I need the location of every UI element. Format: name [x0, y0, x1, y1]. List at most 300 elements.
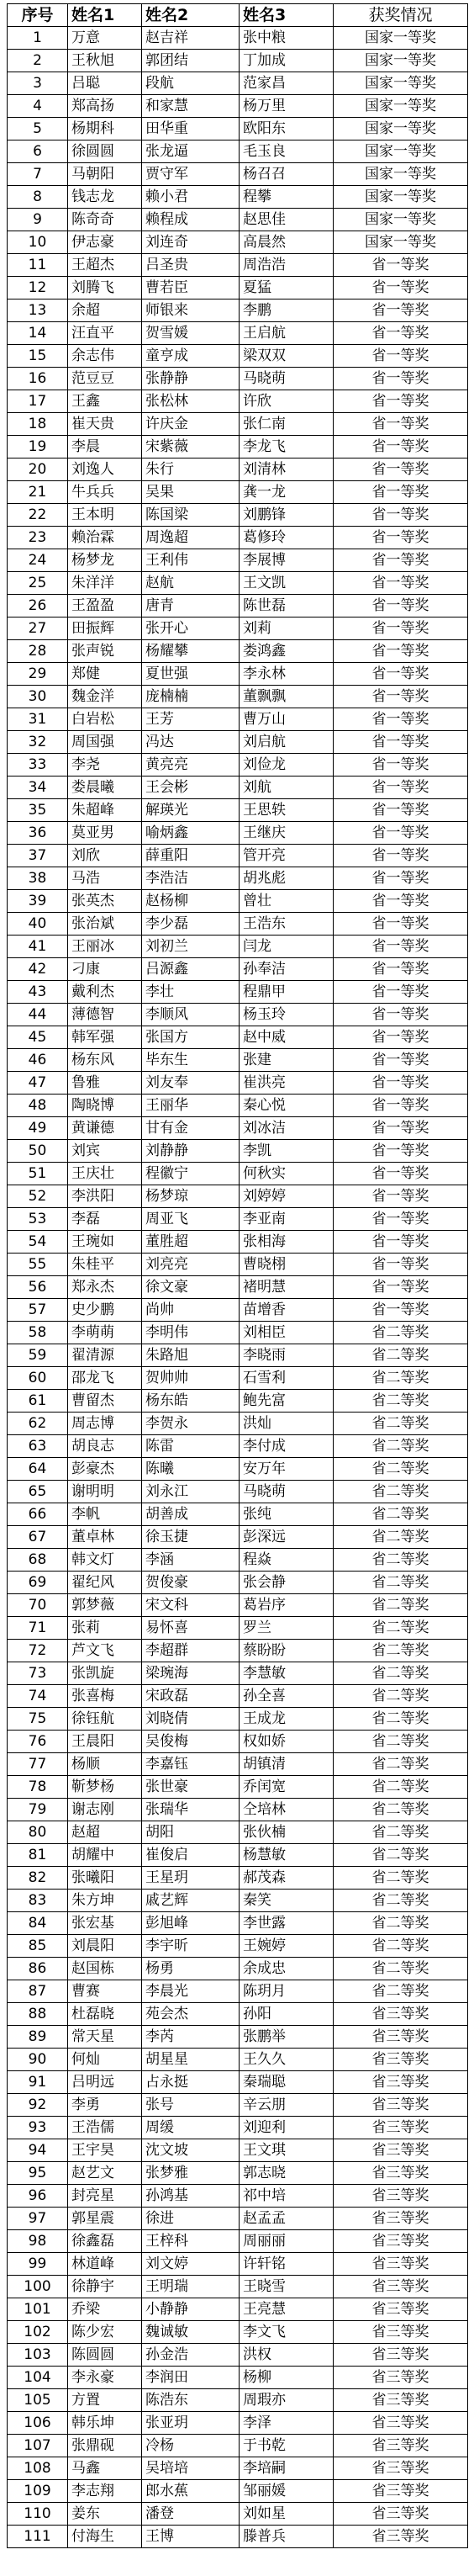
- cell-name3: 孙全喜: [240, 1685, 334, 1708]
- cell-award: 省一等奖: [334, 1208, 468, 1231]
- cell-name2: 喻炳鑫: [142, 822, 240, 845]
- cell-serial: 38: [8, 867, 68, 890]
- cell-name1: 胡耀中: [68, 1844, 142, 1867]
- cell-award: 省三等奖: [334, 2094, 468, 2117]
- table-row: [8, 413, 468, 436]
- cell-award: 省一等奖: [334, 1254, 468, 1276]
- cell-name3: 刘莉: [240, 617, 334, 640]
- cell-award: 省二等奖: [334, 1662, 468, 1685]
- cell-name3: 陈世磊: [240, 595, 334, 617]
- cell-award: 省三等奖: [334, 2185, 468, 2208]
- cell-serial: 58: [8, 1322, 68, 1344]
- cell-name2: 程徽宁: [142, 1163, 240, 1185]
- cell-name2: 毕东生: [142, 1049, 240, 1072]
- cell-name2: 胡善成: [142, 1503, 240, 1526]
- cell-award: 省一等奖: [334, 1163, 468, 1185]
- table-row: [8, 2003, 468, 2026]
- cell-name3: 李晓雨: [240, 1344, 334, 1367]
- table-row: [8, 2435, 468, 2457]
- table-row: [8, 1526, 468, 1549]
- cell-name2: 张松林: [142, 390, 240, 413]
- cell-award: 省一等奖: [334, 640, 468, 663]
- cell-name3: 葛修玲: [240, 527, 334, 549]
- cell-name2: 吴果: [142, 481, 240, 504]
- cell-name2: 周缓: [142, 2117, 240, 2139]
- cell-award: 国家一等奖: [334, 140, 468, 163]
- table-row: [8, 2412, 468, 2435]
- cell-serial: 65: [8, 1481, 68, 1503]
- cell-serial: 81: [8, 1844, 68, 1867]
- cell-serial: 111: [8, 2526, 68, 2548]
- cell-name2: 李顺风: [142, 1004, 240, 1026]
- cell-award: 省一等奖: [334, 413, 468, 436]
- cell-name1: 王丽冰: [68, 936, 142, 958]
- cell-name3: 祁中培: [240, 2185, 334, 2208]
- cell-name3: 王继庆: [240, 822, 334, 845]
- cell-name1: 薄德智: [68, 1004, 142, 1026]
- table-row: [8, 186, 468, 209]
- cell-name1: 朱方坤: [68, 1890, 142, 1912]
- cell-name2: 张开心: [142, 617, 240, 640]
- cell-name2: 杨东皓: [142, 1390, 240, 1413]
- cell-name3: 王婉婷: [240, 1935, 334, 1958]
- table-row: [8, 686, 468, 708]
- table-row: [8, 1367, 468, 1390]
- header-award: 获奖情况: [334, 4, 468, 27]
- table-row: [8, 1821, 468, 1844]
- cell-award: 省一等奖: [334, 936, 468, 958]
- cell-serial: 50: [8, 1140, 68, 1163]
- cell-name3: 安万年: [240, 1458, 334, 1481]
- cell-award: 省三等奖: [334, 2208, 468, 2230]
- table-row: [8, 549, 468, 572]
- cell-name2: 陈曦: [142, 1458, 240, 1481]
- cell-serial: 105: [8, 2389, 68, 2412]
- cell-award: 省二等奖: [334, 1958, 468, 1980]
- cell-name3: 刘相臣: [240, 1322, 334, 1344]
- cell-name3: 孙阳: [240, 2003, 334, 2026]
- table-row: [8, 1049, 468, 1072]
- cell-serial: 59: [8, 1344, 68, 1367]
- cell-award: 省三等奖: [334, 2276, 468, 2298]
- cell-name1: 刁康: [68, 958, 142, 981]
- table-row: [8, 1867, 468, 1890]
- cell-name2: 杨耀攀: [142, 640, 240, 663]
- cell-name2: 张瑞华: [142, 1799, 240, 1821]
- cell-name2: 崔俊启: [142, 1844, 240, 1867]
- cell-name3: 张仁南: [240, 413, 334, 436]
- cell-name1: 张英杰: [68, 890, 142, 913]
- table-row: [8, 436, 468, 458]
- cell-award: 国家一等奖: [334, 50, 468, 72]
- cell-serial: 102: [8, 2321, 68, 2344]
- cell-name2: 占永挺: [142, 2071, 240, 2094]
- cell-name3: 胡镇清: [240, 1753, 334, 1776]
- cell-name2: 张静静: [142, 368, 240, 390]
- cell-serial: 45: [8, 1026, 68, 1049]
- cell-serial: 106: [8, 2412, 68, 2435]
- cell-name3: 于书乾: [240, 2435, 334, 2457]
- cell-name1: 徐圆圆: [68, 140, 142, 163]
- cell-name3: 彭深远: [240, 1526, 334, 1549]
- cell-award: 省一等奖: [334, 708, 468, 731]
- cell-serial: 56: [8, 1276, 68, 1299]
- cell-serial: 21: [8, 481, 68, 504]
- cell-name3: 李世露: [240, 1912, 334, 1935]
- cell-name1: 谢志刚: [68, 1799, 142, 1821]
- cell-name3: 王启航: [240, 322, 334, 345]
- cell-name3: 褚明慧: [240, 1276, 334, 1299]
- cell-name3: 许轩铭: [240, 2253, 334, 2276]
- cell-name3: 许欣: [240, 390, 334, 413]
- cell-award: 省二等奖: [334, 1731, 468, 1753]
- cell-name1: 王盈盈: [68, 595, 142, 617]
- cell-name1: 刘宾: [68, 1140, 142, 1163]
- cell-name2: 冷杨: [142, 2435, 240, 2457]
- table-row: [8, 731, 468, 754]
- cell-name3: 周浩浩: [240, 254, 334, 277]
- table-row: [8, 27, 468, 50]
- cell-award: 国家一等奖: [334, 231, 468, 254]
- cell-award: 省三等奖: [334, 2139, 468, 2162]
- cell-name1: 李勇: [68, 2094, 142, 2117]
- cell-name1: 朱桂平: [68, 1254, 142, 1276]
- cell-name3: 杨玉玲: [240, 1004, 334, 1026]
- table-row: [8, 1095, 468, 1117]
- cell-name2: 尚帅: [142, 1299, 240, 1322]
- cell-serial: 83: [8, 1890, 68, 1912]
- cell-name3: 王文凯: [240, 572, 334, 595]
- cell-name3: 李龙飞: [240, 436, 334, 458]
- cell-name2: 王丽华: [142, 1095, 240, 1117]
- table-row: [8, 1299, 468, 1322]
- cell-serial: 28: [8, 640, 68, 663]
- table-row: [8, 981, 468, 1004]
- cell-name3: 李展博: [240, 549, 334, 572]
- table-row: [8, 390, 468, 413]
- table-row: [8, 1912, 468, 1935]
- cell-name1: 万意: [68, 27, 142, 50]
- table-row: [8, 958, 468, 981]
- cell-name2: 甘有金: [142, 1117, 240, 1140]
- table-row: [8, 663, 468, 686]
- cell-serial: 79: [8, 1799, 68, 1821]
- cell-award: 省三等奖: [334, 2367, 468, 2389]
- cell-serial: 13: [8, 299, 68, 322]
- table-row: [8, 2049, 468, 2071]
- table-row: [8, 2139, 468, 2162]
- cell-name1: 靳梦杨: [68, 1776, 142, 1799]
- cell-name1: 张宏基: [68, 1912, 142, 1935]
- cell-name1: 伊志豪: [68, 231, 142, 254]
- cell-award: 国家一等奖: [334, 95, 468, 118]
- table-row: [8, 1685, 468, 1708]
- cell-award: 省一等奖: [334, 617, 468, 640]
- cell-award: 省一等奖: [334, 913, 468, 936]
- table-row: [8, 1390, 468, 1413]
- cell-serial: 26: [8, 595, 68, 617]
- cell-award: 省三等奖: [334, 2480, 468, 2503]
- cell-name3: 何秋实: [240, 1163, 334, 1185]
- cell-serial: 84: [8, 1912, 68, 1935]
- cell-serial: 98: [8, 2230, 68, 2253]
- table-row: [8, 2094, 468, 2117]
- cell-award: 省一等奖: [334, 1299, 468, 1322]
- cell-serial: 16: [8, 368, 68, 390]
- cell-award: 省二等奖: [334, 1503, 468, 1526]
- cell-name2: 郎水蕉: [142, 2480, 240, 2503]
- cell-name1: 王琬如: [68, 1231, 142, 1254]
- cell-name1: 曹留杰: [68, 1390, 142, 1413]
- table-row: [8, 845, 468, 867]
- cell-name1: 董卓林: [68, 1526, 142, 1549]
- cell-name2: 贾守军: [142, 163, 240, 186]
- cell-name2: 庞楠楠: [142, 686, 240, 708]
- cell-award: 省二等奖: [334, 1753, 468, 1776]
- cell-award: 国家一等奖: [334, 27, 468, 50]
- cell-name2: 刘连奇: [142, 231, 240, 254]
- cell-name2: 彭旭峰: [142, 1912, 240, 1935]
- cell-award: 省一等奖: [334, 981, 468, 1004]
- header-row: [8, 4, 468, 27]
- cell-award: 省三等奖: [334, 2026, 468, 2049]
- cell-name2: 潘登: [142, 2503, 240, 2526]
- table-row: [8, 1549, 468, 1572]
- cell-name3: 王思轶: [240, 799, 334, 822]
- cell-name1: 曹赛: [68, 1980, 142, 2003]
- table-row: [8, 1208, 468, 1231]
- cell-name2: 赖程成: [142, 209, 240, 231]
- cell-award: 省二等奖: [334, 1799, 468, 1821]
- cell-serial: 92: [8, 2094, 68, 2117]
- cell-name2: 董胜超: [142, 1231, 240, 1254]
- cell-serial: 37: [8, 845, 68, 867]
- cell-name3: 张纯: [240, 1503, 334, 1526]
- cell-name1: 杨期科: [68, 118, 142, 140]
- cell-name1: 杨顺: [68, 1753, 142, 1776]
- table-row: [8, 936, 468, 958]
- cell-name3: 张相海: [240, 1231, 334, 1254]
- cell-name1: 徐鑫磊: [68, 2230, 142, 2253]
- cell-name3: 王晓雪: [240, 2276, 334, 2298]
- table-row: [8, 2480, 468, 2503]
- cell-name2: 贺俊豪: [142, 1572, 240, 1594]
- cell-name2: 李嘉钰: [142, 1753, 240, 1776]
- cell-name3: 罗兰: [240, 1617, 334, 1640]
- cell-serial: 57: [8, 1299, 68, 1322]
- table-row: [8, 1844, 468, 1867]
- cell-name1: 张曦阳: [68, 1867, 142, 1890]
- table-row: [8, 1640, 468, 1662]
- cell-name3: 程攀: [240, 186, 334, 209]
- cell-name3: 辛云朋: [240, 2094, 334, 2117]
- cell-serial: 29: [8, 663, 68, 686]
- cell-name1: 赵超: [68, 1821, 142, 1844]
- cell-name1: 乔梁: [68, 2298, 142, 2321]
- header-name3: 姓名3: [240, 4, 334, 27]
- cell-name3: 张伙楠: [240, 1821, 334, 1844]
- cell-name1: 朱洋洋: [68, 572, 142, 595]
- cell-serial: 44: [8, 1004, 68, 1026]
- cell-name1: 刘逸人: [68, 458, 142, 481]
- cell-award: 省二等奖: [334, 1685, 468, 1708]
- cell-name3: 邹丽媛: [240, 2480, 334, 2503]
- table-row: [8, 345, 468, 368]
- cell-name2: 戚艺辉: [142, 1890, 240, 1912]
- cell-award: 省一等奖: [334, 436, 468, 458]
- cell-serial: 33: [8, 754, 68, 777]
- table-row: [8, 1980, 468, 2003]
- table-row: [8, 1254, 468, 1276]
- cell-name2: 小静静: [142, 2298, 240, 2321]
- cell-name3: 程焱: [240, 1549, 334, 1572]
- table-row: [8, 72, 468, 95]
- cell-name1: 余志伟: [68, 345, 142, 368]
- cell-name2: 刘亮亮: [142, 1254, 240, 1276]
- cell-name1: 李晨: [68, 436, 142, 458]
- cell-name3: 张建: [240, 1049, 334, 1072]
- cell-serial: 48: [8, 1095, 68, 1117]
- cell-name3: 郝茂森: [240, 1867, 334, 1890]
- table-row: [8, 1594, 468, 1617]
- cell-name2: 刘晓倩: [142, 1708, 240, 1731]
- cell-award: 省一等奖: [334, 527, 468, 549]
- cell-serial: 77: [8, 1753, 68, 1776]
- cell-serial: 108: [8, 2457, 68, 2480]
- cell-name3: 蔡盼盼: [240, 1640, 334, 1662]
- cell-award: 国家一等奖: [334, 209, 468, 231]
- cell-name3: 马晓萌: [240, 1481, 334, 1503]
- cell-name3: 管开亮: [240, 845, 334, 867]
- cell-serial: 1: [8, 27, 68, 50]
- table-row: [8, 2162, 468, 2185]
- cell-serial: 69: [8, 1572, 68, 1594]
- cell-name3: 杨柳: [240, 2367, 334, 2389]
- table-row: [8, 254, 468, 277]
- table-row: [8, 1890, 468, 1912]
- header-name2: 姓名2: [142, 4, 240, 27]
- cell-name3: 王文琪: [240, 2139, 334, 2162]
- cell-name1: 张治斌: [68, 913, 142, 936]
- cell-award: 省一等奖: [334, 368, 468, 390]
- cell-name3: 刘婷婷: [240, 1185, 334, 1208]
- cell-name1: 张莉: [68, 1617, 142, 1640]
- cell-award: 省一等奖: [334, 754, 468, 777]
- cell-name3: 张中粮: [240, 27, 334, 50]
- cell-serial: 47: [8, 1072, 68, 1095]
- cell-name1: 韩文灯: [68, 1549, 142, 1572]
- cell-serial: 34: [8, 777, 68, 799]
- table-row: [8, 1708, 468, 1731]
- cell-serial: 12: [8, 277, 68, 299]
- cell-award: 省二等奖: [334, 1549, 468, 1572]
- table-row: [8, 1322, 468, 1344]
- table-row: [8, 163, 468, 186]
- cell-name1: 张凯旋: [68, 1662, 142, 1685]
- cell-serial: 62: [8, 1413, 68, 1435]
- cell-name1: 田振辉: [68, 617, 142, 640]
- cell-name1: 吕明远: [68, 2071, 142, 2094]
- cell-name1: 朱超峰: [68, 799, 142, 822]
- cell-name1: 徐钰航: [68, 1708, 142, 1731]
- cell-name1: 姜东: [68, 2503, 142, 2526]
- cell-serial: 14: [8, 322, 68, 345]
- cell-serial: 97: [8, 2208, 68, 2230]
- table-row: [8, 1799, 468, 1821]
- cell-name2: 吕源鑫: [142, 958, 240, 981]
- cell-serial: 72: [8, 1640, 68, 1662]
- cell-serial: 100: [8, 2276, 68, 2298]
- cell-award: 省二等奖: [334, 1481, 468, 1503]
- cell-name2: 张世豪: [142, 1776, 240, 1799]
- cell-serial: 103: [8, 2344, 68, 2367]
- cell-serial: 46: [8, 1049, 68, 1072]
- cell-award: 省一等奖: [334, 322, 468, 345]
- cell-name1: 黄谦德: [68, 1117, 142, 1140]
- cell-name2: 王博: [142, 2526, 240, 2548]
- cell-name1: 娄晨曦: [68, 777, 142, 799]
- cell-name2: 解瑛光: [142, 799, 240, 822]
- cell-name2: 宋政磊: [142, 1685, 240, 1708]
- cell-name3: 龚一龙: [240, 481, 334, 504]
- spreadsheet: [7, 3, 467, 2548]
- cell-name1: 赵艺文: [68, 2162, 142, 2185]
- table-row: [8, 2253, 468, 2276]
- cell-award: 省一等奖: [334, 1095, 468, 1117]
- cell-name1: 李永豪: [68, 2367, 142, 2389]
- cell-name3: 赵思佳: [240, 209, 334, 231]
- cell-name2: 陈浩东: [142, 2389, 240, 2412]
- cell-serial: 17: [8, 390, 68, 413]
- cell-serial: 109: [8, 2480, 68, 2503]
- cell-award: 省二等奖: [334, 1867, 468, 1890]
- cell-award: 省三等奖: [334, 2412, 468, 2435]
- cell-name3: 张鹏举: [240, 2026, 334, 2049]
- cell-name1: 牛兵兵: [68, 481, 142, 504]
- table-row: [8, 1776, 468, 1799]
- cell-name3: 洪权: [240, 2344, 334, 2367]
- cell-award: 省一等奖: [334, 1185, 468, 1208]
- cell-name3: 董飘飘: [240, 686, 334, 708]
- cell-name2: 李明伟: [142, 1322, 240, 1344]
- cell-serial: 91: [8, 2071, 68, 2094]
- cell-name1: 王秋旭: [68, 50, 142, 72]
- cell-name1: 刘晨阳: [68, 1935, 142, 1958]
- cell-name1: 马浩: [68, 867, 142, 890]
- cell-serial: 88: [8, 2003, 68, 2026]
- cell-serial: 66: [8, 1503, 68, 1526]
- cell-name3: 滕普兵: [240, 2526, 334, 2548]
- cell-name2: 赵航: [142, 572, 240, 595]
- cell-serial: 49: [8, 1117, 68, 1140]
- cell-name3: 仝培林: [240, 1799, 334, 1821]
- cell-name2: 师银来: [142, 299, 240, 322]
- cell-name2: 李浩洁: [142, 867, 240, 890]
- cell-name3: 秦瑞聪: [240, 2071, 334, 2094]
- table-row: [8, 209, 468, 231]
- cell-award: 省二等奖: [334, 1572, 468, 1594]
- table-row: [8, 2298, 468, 2321]
- cell-name3: 刘迎利: [240, 2117, 334, 2139]
- cell-serial: 31: [8, 708, 68, 731]
- cell-serial: 9: [8, 209, 68, 231]
- cell-serial: 110: [8, 2503, 68, 2526]
- table-row: [8, 2071, 468, 2094]
- cell-name2: 王星玥: [142, 1867, 240, 1890]
- table-row: [8, 867, 468, 890]
- cell-serial: 25: [8, 572, 68, 595]
- cell-award: 省三等奖: [334, 2321, 468, 2344]
